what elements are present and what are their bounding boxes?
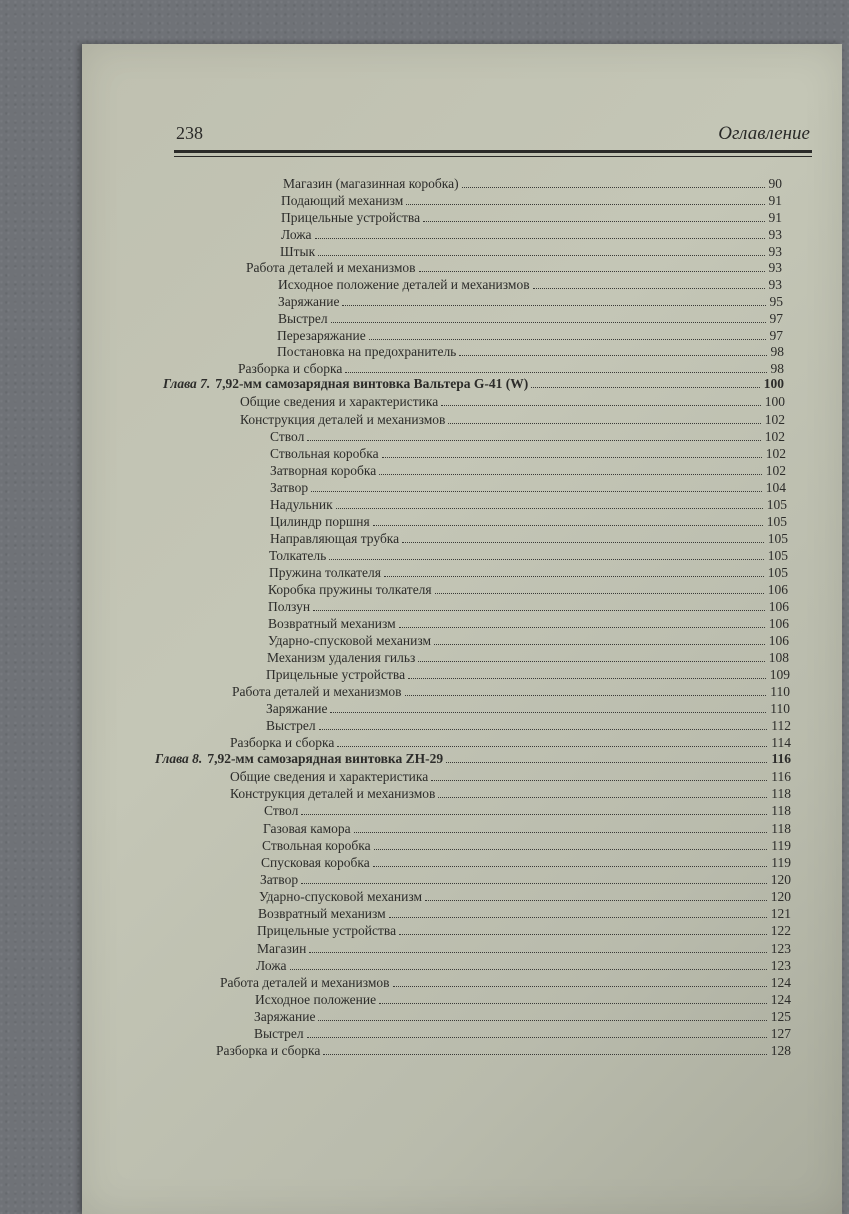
dot-leader <box>399 626 765 628</box>
toc-entry <box>230 768 791 785</box>
toc-entry-title: Затвор <box>270 480 309 495</box>
toc-entry-title: Постановка на предохранитель <box>277 344 457 359</box>
toc-entry <box>257 940 791 957</box>
toc-entry-title: Общие сведения и характеристика <box>240 394 439 409</box>
toc-entry-page: 119 <box>771 855 791 870</box>
toc-entry <box>278 276 782 293</box>
toc-entry <box>281 226 782 243</box>
dot-leader <box>379 1002 767 1004</box>
toc-entry-page: 93 <box>768 227 782 242</box>
toc-entry-page: 108 <box>768 650 789 665</box>
toc-entry-page: 102 <box>764 429 785 444</box>
toc-entry <box>281 209 782 226</box>
toc-entry <box>256 957 791 974</box>
toc-entry <box>232 683 790 700</box>
toc-entry-page: 112 <box>771 718 791 733</box>
toc-entry-page: 105 <box>766 497 787 512</box>
toc-entry-title: Исходное положение деталей и механизмов <box>278 277 530 292</box>
toc-entry <box>268 598 789 615</box>
dot-leader <box>408 677 766 679</box>
dot-leader <box>373 524 763 526</box>
toc-entry-page: 106 <box>768 633 789 648</box>
toc-entry-page: 110 <box>770 684 790 699</box>
toc-entry <box>266 717 791 734</box>
dot-leader <box>462 186 765 188</box>
toc-entry-page: 105 <box>767 565 788 580</box>
toc-entry <box>258 905 791 922</box>
toc-entry <box>220 974 791 991</box>
toc-entry <box>240 393 785 410</box>
toc-entry-title: Заряжание <box>278 294 340 309</box>
toc-entry-title: Ложа <box>256 958 287 973</box>
toc-entry <box>268 581 788 598</box>
chapter-label: Глава 8. <box>155 751 203 766</box>
toc-entry <box>255 991 791 1008</box>
toc-entry-title: Направляющая трубка <box>270 531 400 546</box>
toc-entry-page: 93 <box>768 244 782 259</box>
dot-leader <box>435 592 764 594</box>
toc-entry-title: Работа деталей и механизмов <box>232 684 402 699</box>
toc-entry <box>246 259 782 276</box>
toc-entry-title: Выстрел <box>266 718 316 733</box>
toc-entry-title: Ствольная коробка <box>270 446 379 461</box>
dot-leader <box>459 354 766 356</box>
toc-entry-page: 109 <box>769 667 790 682</box>
toc-entry-title: Прицельные устройства <box>281 210 421 225</box>
dot-leader <box>393 985 767 987</box>
toc-entry <box>230 785 791 802</box>
toc-entry-title: Прицельные устройства <box>257 923 397 938</box>
toc-entry <box>278 293 783 310</box>
toc-entry <box>280 243 782 260</box>
toc-entry-title: Толкатель <box>269 548 327 563</box>
toc-entry-page: 100 <box>764 394 785 409</box>
dot-leader <box>318 254 764 256</box>
dot-leader <box>345 371 766 373</box>
toc-entry-title: Прицельные устройства <box>266 667 406 682</box>
toc-entry-title: Ложа <box>281 227 312 242</box>
toc-entry <box>254 1008 791 1025</box>
toc-entry <box>269 564 788 581</box>
toc-entry-page: 91 <box>768 210 782 225</box>
toc-entry-page: 116 <box>771 751 791 766</box>
toc-entry <box>278 310 783 327</box>
dot-leader <box>323 1053 766 1055</box>
toc-entry-page: 102 <box>764 412 785 427</box>
toc-entry-title: Цилиндр поршня <box>270 514 370 529</box>
toc-entry-page: 105 <box>767 548 788 563</box>
toc-entry-page: 97 <box>769 311 783 326</box>
dot-leader <box>533 287 765 289</box>
toc-entry-page: 121 <box>770 906 791 921</box>
dot-leader <box>301 882 767 884</box>
dot-leader <box>434 643 765 645</box>
toc-entry-title: Выстрел <box>254 1026 304 1041</box>
toc-entry-title: Перезаряжание <box>277 328 366 343</box>
dot-leader <box>374 848 768 850</box>
toc-entry <box>264 802 791 819</box>
toc-entry <box>270 428 785 445</box>
dot-leader <box>389 916 767 918</box>
dot-leader <box>301 813 767 815</box>
dot-leader <box>309 951 766 953</box>
toc-entry-title: 7,92-мм самозарядная винтовка Вальтера G-41 (W) <box>215 376 529 391</box>
toc-entry-title: Спусковая коробка <box>261 855 370 870</box>
dot-leader <box>531 386 759 388</box>
toc-entry-page: 98 <box>770 344 784 359</box>
toc-entry-page: 123 <box>770 958 791 973</box>
toc-entry <box>267 649 789 666</box>
dot-leader <box>315 237 765 239</box>
toc-entry-title: Исходное положение <box>255 992 377 1007</box>
dot-leader <box>448 422 760 424</box>
toc-entry-page: 118 <box>771 821 791 836</box>
toc-entry-page: 93 <box>768 277 782 292</box>
toc-entry-title: Пружина толкателя <box>269 565 381 580</box>
toc-entry <box>230 734 791 751</box>
toc-entry-page: 106 <box>768 616 789 631</box>
dot-leader <box>425 899 767 901</box>
toc-entry <box>270 462 786 479</box>
toc-entry-page: 116 <box>771 769 791 784</box>
toc-entry-title: Конструкция деталей и механизмов <box>240 412 446 427</box>
dot-leader <box>399 933 767 935</box>
toc-entry-title: Конструкция деталей и механизмов <box>230 786 436 801</box>
chapter-label: Глава 7. <box>163 376 211 391</box>
toc-entry-page: 123 <box>770 941 791 956</box>
toc-entry <box>216 1042 791 1059</box>
toc-entry-page: 124 <box>770 975 791 990</box>
dot-leader <box>307 439 760 441</box>
toc-entry-title: Затворная коробка <box>270 463 377 478</box>
dot-leader <box>329 558 763 560</box>
toc-entry-page: 102 <box>765 463 786 478</box>
toc-entry <box>270 479 786 496</box>
dot-leader <box>369 338 766 340</box>
page-number: 238 <box>176 123 203 143</box>
toc-entry-page: 97 <box>769 328 783 343</box>
toc-entry-page: 102 <box>765 446 786 461</box>
toc-entry-page: 104 <box>765 480 786 495</box>
toc-entry-page: 124 <box>770 992 791 1007</box>
toc-entry <box>240 411 785 428</box>
toc-entry-title: Магазин <box>257 941 307 956</box>
toc-entry <box>283 175 782 192</box>
dot-leader <box>405 694 767 696</box>
toc-chapter-entry <box>155 750 791 767</box>
toc-entry-title: 7,92-мм самозарядная винтовка ZH-29 <box>207 751 444 766</box>
dot-leader <box>446 761 767 763</box>
toc-entry <box>269 547 788 564</box>
toc-entry-page: 118 <box>771 803 791 818</box>
toc-entry <box>270 513 787 530</box>
toc-entry-page: 106 <box>767 582 788 597</box>
toc-entry-page: 128 <box>770 1043 791 1058</box>
toc-entry <box>262 837 791 854</box>
toc-entry-title: Возвратный механизм <box>268 616 396 631</box>
running-title: Оглавление <box>718 123 810 144</box>
toc-entry-page: 90 <box>768 176 782 191</box>
toc-entry <box>268 615 789 632</box>
toc-entry-title: Разборка и сборка <box>238 361 343 376</box>
toc-entry-title: Газовая камора <box>263 821 351 836</box>
toc-entry <box>263 820 791 837</box>
toc-entry-page: 120 <box>770 889 791 904</box>
toc-entry <box>270 496 787 513</box>
dot-leader <box>406 203 764 205</box>
toc-entry-page: 118 <box>771 786 791 801</box>
toc-entry-page: 127 <box>770 1026 791 1041</box>
toc-entry-title: Ствольная коробка <box>262 838 371 853</box>
toc-entry-title: Надульник <box>270 497 333 512</box>
toc-entry-page: 100 <box>763 376 784 391</box>
toc-chapter-entry <box>163 375 784 392</box>
toc-entry-page: 125 <box>770 1009 791 1024</box>
toc-entry-page: 91 <box>768 193 782 208</box>
toc-entry <box>254 1025 791 1042</box>
toc-entry-title: Общие сведения и характеристика <box>230 769 429 784</box>
dot-leader <box>402 541 764 543</box>
dot-leader <box>336 507 763 509</box>
dot-leader <box>290 968 767 970</box>
dot-leader <box>318 1019 766 1021</box>
toc-entry-title: Заряжание <box>254 1009 316 1024</box>
toc-entry <box>270 530 788 547</box>
toc-entry-title: Штык <box>280 244 316 259</box>
toc-entry-page: 110 <box>770 701 790 716</box>
toc-entry-title: Разборка и сборка <box>216 1043 321 1058</box>
dot-leader <box>441 404 761 406</box>
toc-entry <box>277 343 784 360</box>
toc-entry-title: Работа деталей и механизмов <box>220 975 390 990</box>
dot-leader <box>342 304 765 306</box>
toc-entry-title: Заряжание <box>266 701 328 716</box>
dot-leader <box>311 490 762 492</box>
dot-leader <box>438 796 767 798</box>
toc-entry-title: Работа деталей и механизмов <box>246 260 416 275</box>
toc-entry-title: Затвор <box>260 872 299 887</box>
toc-entry-title: Ударно-спусковой механизм <box>268 633 432 648</box>
toc-entry-title: Магазин (магазинная коробка) <box>283 176 459 191</box>
toc-entry <box>281 192 782 209</box>
toc-entry-page: 95 <box>769 294 783 309</box>
dot-leader <box>319 728 768 730</box>
toc-entry-page: 119 <box>771 838 791 853</box>
dot-leader <box>382 456 762 458</box>
toc-entry <box>261 854 791 871</box>
toc-entry <box>270 445 786 462</box>
toc-entry-page: 106 <box>768 599 789 614</box>
toc-entry-title: Разборка и сборка <box>230 735 335 750</box>
toc-entry-page: 105 <box>766 514 787 529</box>
toc-entry <box>268 632 789 649</box>
toc-entry-title: Коробка пружины толкателя <box>268 582 432 597</box>
dot-leader <box>423 220 764 222</box>
dot-leader <box>419 270 765 272</box>
toc-entry-title: Выстрел <box>278 311 328 326</box>
toc-entry-page: 120 <box>770 872 791 887</box>
toc-entry <box>277 327 783 344</box>
dot-leader <box>373 865 768 867</box>
dot-leader <box>418 660 764 662</box>
toc-entry <box>259 888 791 905</box>
dot-leader <box>384 575 764 577</box>
dot-leader <box>313 609 765 611</box>
toc-entry-page: 93 <box>768 260 782 275</box>
toc-entry-title: Возвратный механизм <box>258 906 386 921</box>
toc-entry-title: Ствол <box>264 803 299 818</box>
dot-leader <box>379 473 762 475</box>
toc-entry <box>260 871 791 888</box>
toc-entry-title: Ствол <box>270 429 305 444</box>
dot-leader <box>331 321 766 323</box>
toc-entry-page: 122 <box>770 923 791 938</box>
toc-entry <box>266 666 790 683</box>
toc-entry-page: 105 <box>767 531 788 546</box>
toc-entry-page: 114 <box>771 735 791 750</box>
toc-entry-title: Механизм удаления гильз <box>267 650 416 665</box>
toc-entry-page: 98 <box>770 361 784 376</box>
dot-leader <box>431 779 767 781</box>
toc-entry <box>257 922 791 939</box>
dot-leader <box>337 745 767 747</box>
toc-entry-title: Ударно-спусковой механизм <box>259 889 423 904</box>
toc-entry-title: Ползун <box>268 599 311 614</box>
toc-entry-title: Подающий механизм <box>281 193 404 208</box>
toc-entry <box>266 700 790 717</box>
dot-leader <box>330 711 766 713</box>
dot-leader <box>354 831 768 833</box>
dot-leader <box>307 1036 767 1038</box>
